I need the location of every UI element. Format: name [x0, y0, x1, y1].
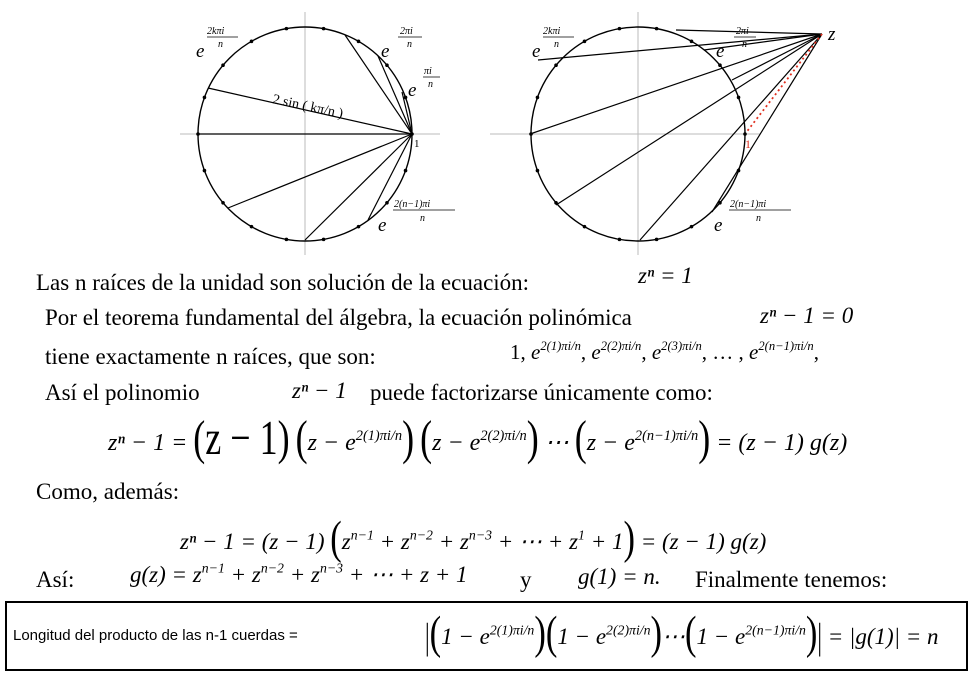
chord-length-label: 2 sin ( kπ/n ) — [271, 92, 345, 122]
exp-numerator: πi — [424, 66, 432, 77]
root-point — [655, 238, 659, 242]
separator: , — [813, 340, 819, 364]
root-point — [737, 169, 741, 173]
root-point — [203, 169, 207, 173]
left-label-en1 — [378, 199, 455, 236]
end: + 1 — [584, 529, 624, 554]
root-point — [655, 27, 659, 31]
z: z — [459, 529, 469, 554]
root-point — [285, 238, 289, 242]
factor-body: 1 − e — [441, 624, 490, 649]
exp-denominator: n — [428, 79, 433, 90]
factor-open: ( — [420, 411, 433, 465]
lhs: g(z) = — [130, 562, 193, 587]
root-point — [322, 238, 326, 242]
statement-line-4-end: puede factorizarse únicamente como: — [370, 380, 713, 405]
factor-exp: 2(2)πi/n — [480, 427, 527, 444]
root-point — [583, 40, 587, 44]
exp-denominator: n — [554, 39, 559, 50]
exp: n−1 — [350, 527, 374, 543]
base-e: e — [532, 41, 541, 62]
exp-numerator: 2(n−1)πi — [394, 199, 431, 210]
base-e: e — [716, 41, 725, 62]
z: z — [341, 529, 351, 554]
left-one-label: 1 — [414, 138, 420, 150]
factor-open: ( — [295, 411, 308, 465]
exp: n−3 — [319, 560, 344, 576]
plus: + — [224, 562, 252, 587]
exp-numerator: 2kπi — [207, 26, 225, 37]
base-e: e — [381, 41, 390, 62]
z: z — [400, 529, 410, 554]
exp: 1 — [578, 527, 585, 543]
rhs: = |g(1)| = n — [827, 624, 939, 649]
root-point — [404, 169, 408, 173]
exp: n−3 — [468, 527, 493, 543]
factor-close: ) — [698, 411, 711, 465]
root-exp: 2(2)πi/n — [600, 339, 642, 354]
cdots: ⋯ — [662, 624, 686, 649]
left-label-e1 — [408, 66, 440, 101]
right-segments — [530, 30, 822, 240]
root-exp: 2(3)πi/n — [661, 339, 702, 354]
chord-product-equation — [425, 607, 939, 659]
statement-line-3: tiene exactamente n raíces, que son: — [45, 344, 376, 369]
factor-exp: 2(1)πi/n — [489, 622, 535, 638]
exp-denominator: n — [756, 213, 761, 224]
statement-line-2: Por el teorema fundamental del álgebra, la ecuación polinómica — [45, 305, 632, 330]
plus: + — [432, 529, 460, 554]
paren-open: ( — [545, 607, 558, 659]
root-point — [410, 132, 414, 136]
asi-label: Así: — [36, 567, 75, 592]
plus: + — [283, 562, 311, 587]
chord-product-label: Longitud del producto de las n-1 cuerdas = — [13, 627, 298, 644]
factor-body: z − e — [432, 430, 481, 456]
right-one-label: 1 — [745, 137, 751, 151]
finalmente-tenemos: Finalmente tenemos: — [695, 567, 888, 592]
root-exp: 2(n−1)πi/n — [758, 339, 814, 354]
factor-exp: 2(n−1)πi/n — [745, 622, 806, 638]
base-e: e — [196, 41, 205, 62]
equation-zn-minus-1-eq-0 — [760, 304, 853, 327]
root-point — [385, 63, 389, 67]
root-point — [554, 201, 558, 205]
abs-bar: | — [425, 616, 430, 657]
base-e: e — [408, 80, 417, 101]
separator: , — [580, 340, 587, 364]
y-conjunction: y — [520, 567, 532, 592]
factor-close: ) — [526, 411, 539, 465]
g-definition — [130, 560, 468, 587]
root-point — [250, 225, 254, 229]
root-point — [536, 96, 540, 100]
statement-line-4-start: Así el polinomio — [45, 380, 200, 405]
paren-close: ) — [650, 607, 663, 659]
root-point — [618, 238, 622, 242]
right-diagram — [490, 12, 836, 255]
tail: + ⋯ + z + 1 — [343, 562, 468, 587]
root-point — [357, 225, 361, 229]
root-point — [718, 201, 722, 205]
result-box — [5, 601, 968, 671]
root-exp: 2(1)πi/n — [540, 339, 581, 354]
left-chord — [378, 56, 412, 134]
factor-open: ( — [574, 411, 587, 465]
left-chord — [305, 134, 412, 240]
factor-exp: 2(n−1)πi/n — [634, 427, 699, 444]
factor-body: z − e — [307, 430, 356, 456]
equation-text: zⁿ − 1 = 0 — [760, 303, 854, 328]
right-label-en1 — [714, 199, 791, 236]
root-point — [221, 201, 225, 205]
root-point — [250, 40, 254, 44]
factor-exp: 2(1)πi/n — [355, 427, 403, 444]
como-ademas: Como, además: — [36, 479, 180, 504]
paren-open: ( — [429, 607, 442, 659]
paren-close: ) — [805, 607, 818, 659]
exp-numerator: 2πi — [400, 26, 413, 37]
z: z — [251, 562, 261, 587]
root-point — [221, 63, 225, 67]
root-point — [357, 40, 361, 44]
equation-text: zⁿ − 1 — [292, 378, 347, 403]
left-chord — [228, 134, 412, 208]
exp-denominator: n — [218, 39, 223, 50]
root-point — [743, 132, 747, 136]
right-segment — [712, 34, 822, 212]
ellipsis: , … , — [701, 340, 744, 364]
root-point — [737, 96, 741, 100]
g1-equals-n — [578, 565, 661, 588]
separator: , — [641, 340, 647, 364]
base-e: e — [378, 215, 387, 236]
plus: + — [373, 529, 401, 554]
statement-line-1: Las n raíces de la unidad son solución de la ecuación: — [36, 270, 530, 295]
rhs: = (z − 1) g(z) — [716, 430, 848, 456]
factor-exp: 2(2)πi/n — [606, 622, 651, 638]
factor: (z − 1) — [193, 411, 290, 465]
expansion-equation — [180, 512, 767, 564]
root-point — [718, 63, 722, 67]
paren-close: ) — [534, 607, 546, 659]
root-point — [554, 63, 558, 67]
factor-body: z − e — [586, 430, 635, 456]
red-dotted-segment — [745, 34, 822, 134]
rhs: = (z − 1) g(z) — [640, 529, 767, 554]
equation-text: g(1) = n. — [578, 564, 661, 589]
root-point — [618, 27, 622, 31]
roots-list: 1, $e^{2(1)\pi i/n}$, $e^{2(2)\pi i/n}$, $e^{2(3)\pi i/n}$, … , $e^{2(n-1)\pi i/n}$, — [510, 339, 819, 364]
root-point — [322, 27, 326, 31]
root-point — [385, 201, 389, 205]
abs-bar: | — [817, 616, 823, 657]
paren-close: ) — [623, 512, 635, 564]
roots-of-unity-diagrams — [0, 0, 980, 270]
root-point — [583, 225, 587, 229]
root-point — [404, 96, 408, 100]
paren-open: ( — [685, 607, 697, 659]
cdots: ⋯ — [544, 430, 569, 456]
exp: n−2 — [260, 560, 284, 576]
exp: n−1 — [201, 560, 225, 576]
exp: n−2 — [409, 527, 433, 543]
polynomial-zn-minus-1 — [292, 379, 347, 402]
left-chord — [345, 35, 412, 134]
exp-denominator: n — [407, 39, 412, 50]
exp-numerator: 2kπi — [543, 26, 561, 37]
factor-body: 1 − e — [696, 624, 746, 649]
exp-denominator: n — [420, 213, 425, 224]
z-label: z — [828, 24, 836, 45]
equation-zn-eq-1 — [638, 264, 693, 287]
root-point — [285, 27, 289, 31]
paren-open: ( — [330, 512, 342, 564]
exp-denominator: n — [742, 39, 747, 50]
lhs: zⁿ − 1 = — [108, 430, 188, 456]
factor-close: ) — [402, 411, 415, 465]
lhs: zⁿ − 1 = (z − 1) — [180, 529, 325, 554]
exp-numerator: 2(n−1)πi — [730, 199, 767, 210]
z: z — [310, 562, 320, 587]
exp-numerator: 2πi — [736, 26, 749, 37]
root-point — [196, 132, 200, 136]
z: z — [192, 562, 202, 587]
root-point — [690, 225, 694, 229]
equation-text: zⁿ = 1 — [638, 263, 693, 288]
base-e: e — [714, 215, 723, 236]
root-point — [536, 169, 540, 173]
right-segment — [676, 30, 822, 34]
factor-body: 1 − e — [557, 624, 607, 649]
root-point — [203, 96, 207, 100]
root-point — [529, 132, 533, 136]
root-one: 1, — [510, 340, 526, 364]
root-point — [690, 40, 694, 44]
right-label-ek — [532, 26, 574, 62]
left-diagram — [180, 12, 455, 255]
right-segment — [556, 34, 822, 205]
left-label-e2 — [381, 26, 422, 62]
tail: + ⋯ + z — [492, 529, 579, 554]
factorization-equation — [108, 411, 848, 465]
